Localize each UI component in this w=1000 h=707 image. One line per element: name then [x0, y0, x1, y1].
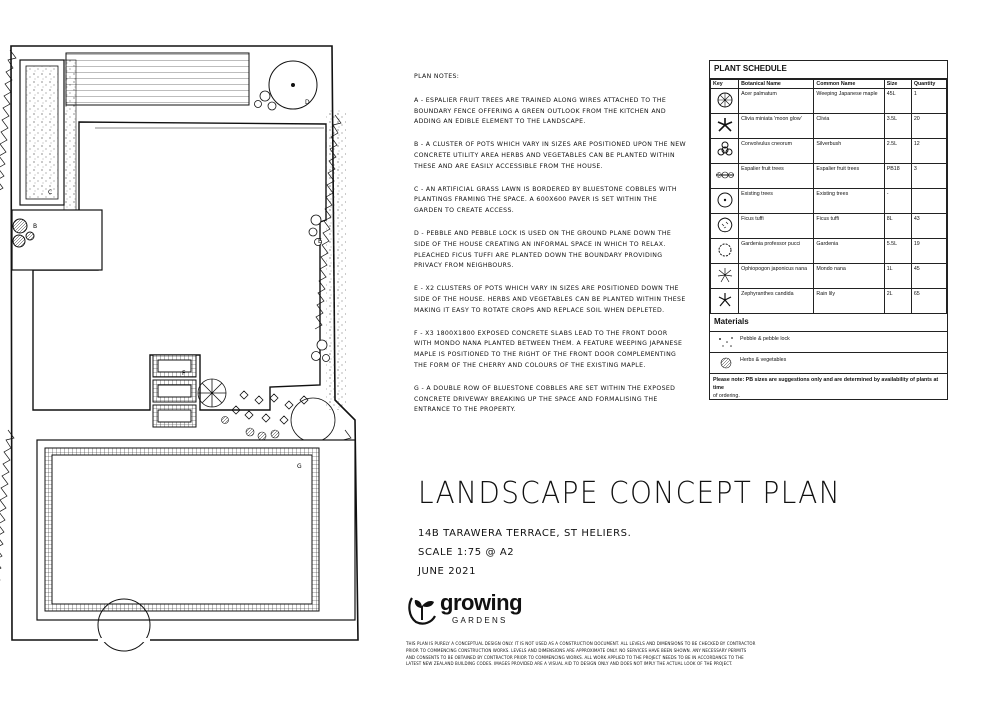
plan-labels [0, 0, 370, 707]
common-name: Rain lily [814, 289, 884, 314]
size: 2.5L [884, 139, 911, 164]
gardenia-icon [715, 241, 735, 259]
label-e: E [318, 238, 322, 245]
sprout-logo-icon [406, 590, 438, 626]
col-botanical: Botanical Name [739, 80, 814, 89]
quantity: 12 [911, 139, 946, 164]
botanical-name: Convolvulus cneorum [739, 139, 814, 164]
common-name: Existing trees [814, 189, 884, 214]
material-label: Herbs & vegetables [740, 357, 787, 363]
mondo-icon [715, 266, 735, 284]
quantity: 43 [911, 214, 946, 239]
quantity: 3 [911, 164, 946, 189]
table-row [711, 164, 947, 189]
size: - [884, 189, 911, 214]
size: 5.5L [884, 239, 911, 264]
schedule-note-line2: of ordering. [713, 393, 740, 399]
common-name: Espalier fruit trees [814, 164, 884, 189]
col-quantity: Quantity [911, 80, 946, 89]
drawing-scale: SCALE 1:75 @ A2 [418, 547, 515, 558]
plan-note-d: D - PEBBLE AND PEBBLE LOCK IS USED ON THE GROUND PLANE DOWN THE SIDE OF THE HOUSE CREATING AN INFORMAL SPACE IN WHICH TO RELAX. PLEACHED FICUS TUFFI ARE PLANTED DOWN THE BOUNDARY PROVIDING PRIVACY FROM NEIGHBOURS. [414, 229, 672, 270]
project-address: 14B TARAWERA TERRACE, ST HELIERS. [418, 528, 632, 539]
quantity: 45 [911, 264, 946, 289]
table-header-row [711, 80, 947, 89]
materials-title: Materials [710, 314, 947, 332]
label-f: F [182, 370, 186, 377]
plan-notes [414, 72, 686, 428]
brand-subname: GARDENS [452, 616, 508, 625]
plan-note-a: A - ESPALIER FRUIT TREES ARE TRAINED ALONG WIRES ATTACHED TO THE BOUNDARY FENCE OFFERING A GREEN OUTLOOK FROM THE KITCHEN AND ADDING AN EDIBLE ELEMENT TO THE LANDSCAPE. [414, 96, 667, 126]
existing-tree-icon [715, 191, 735, 209]
quantity: 20 [911, 114, 946, 139]
plan-note-e: E - X2 CLUSTERS OF POTS WHICH VARY IN SIZES ARE POSITIONED DOWN THE SIDE OF THE HOUSE. HERBS AND VEGETABLES CAN BE PLANTED WITHIN THESE MAKING IT EASY TO ROTATE CROPS AND REPLACE SOIL WHEN DEPLETED. [414, 285, 686, 314]
common-name: Clivia [814, 114, 884, 139]
material-row [710, 332, 947, 353]
size: 45L [884, 89, 911, 114]
plan-note-b: B - A CLUSTER OF POTS WHICH VARY IN SIZES ARE POSITIONED UPON THE NEW CONCRETE UTILITY AREA HERBS AND VEGETABLES CAN BE PLANTED WITHIN THESE AND ARE EASILY ACCESSIBLE FROM THE HOUSE. [414, 141, 686, 170]
pebble-swatch-icon [716, 335, 736, 349]
convolvulus-icon [715, 141, 735, 159]
material-label: Pebble & pebble lock [740, 336, 790, 342]
schedule-note-line1: Please note: PB sizes are suggestions only and are determined by availability of plants at time [713, 377, 939, 391]
plant-schedule [709, 60, 948, 400]
size: 3.5L [884, 114, 911, 139]
col-common: Common Name [814, 80, 884, 89]
size: PB18 [884, 164, 911, 189]
table-row [711, 139, 947, 164]
plant-schedule-title: PLANT SCHEDULE [710, 61, 947, 79]
size: 8L [884, 214, 911, 239]
quantity: 1 [911, 89, 946, 114]
col-size: Size [884, 80, 911, 89]
schedule-note [710, 374, 947, 402]
common-name: Gardenia [814, 239, 884, 264]
botanical-name: Clivia miniata 'moon glow' [739, 114, 814, 139]
plan-notes-heading: PLAN NOTES: [414, 73, 460, 80]
quantity [911, 189, 946, 214]
table-row [711, 264, 947, 289]
botanical-name: Gardenia professor pucci [739, 239, 814, 264]
col-key: Key [711, 80, 739, 89]
drawing-date: JUNE 2021 [418, 566, 477, 577]
table-row [711, 89, 947, 114]
botanical-name: Acer palmatum [739, 89, 814, 114]
label-c: C [48, 189, 53, 196]
common-name: Mondo nana [814, 264, 884, 289]
common-name: Silverbush [814, 139, 884, 164]
page-title: LANDSCAPE CONCEPT PLAN [418, 476, 842, 511]
table-row [711, 214, 947, 239]
table-row [711, 239, 947, 264]
label-d: D [305, 99, 310, 106]
common-name: Ficus tuffi [814, 214, 884, 239]
herbs-swatch-icon [716, 356, 736, 370]
material-row [710, 353, 947, 374]
common-name: Weeping Japanese maple [814, 89, 884, 114]
table-row [711, 289, 947, 314]
botanical-name: Ophiopogon japonicus nana [739, 264, 814, 289]
clivia-icon [715, 116, 735, 134]
plant-schedule-table [710, 79, 947, 314]
table-row [711, 189, 947, 214]
label-g: G [297, 463, 302, 470]
espalier-icon [714, 166, 736, 184]
label-b: B [33, 223, 38, 230]
plan-note-g: G - A DOUBLE ROW OF BLUESTONE COBBLES ARE SET WITHIN THE EXPOSED CONCRETE DRIVEWAY BREAKING UP THE SPACE AND FORMALISING THE ENTRANCE TO THE PROPERTY. [414, 384, 676, 414]
brand-name: growing [440, 590, 523, 615]
quantity: 65 [911, 289, 946, 314]
plan-note-f: F - X3 1800X1800 EXPOSED CONCRETE SLABS LEAD TO THE FRONT DOOR WITH MONDO NANA PLANTED BETWEEN THEM. A FEATURE WEEPING JAPANESE MAPLE IS POSITIONED TO THE RIGHT OF THE FRONT DOOR COMPLEMENTING THE FORM OF THE CHERRY AND COLOURS OF THE EXISTING MAPLE. [414, 329, 683, 369]
size: 1L [884, 264, 911, 289]
table-row [711, 114, 947, 139]
quantity: 19 [911, 239, 946, 264]
botanical-name: Zephyranthes candida [739, 289, 814, 314]
ficus-icon [715, 216, 735, 234]
disclaimer-text: THIS PLAN IS PURELY A CONCEPTUAL DESIGN ONLY. IT IS NOT USED AS A CONSTRUCTION DOCUMENT. ALL LEVELS AND DIMENSIONS TO BE CHECKED BY CONTRACTOR PRIOR TO COMMENCING CONSTRUCTION WORKS. LEVELS AND DIMENSIONS ARE APPROXIMATE ONLY. NO SERVICES HAVE BEEN SHOWN. ANY NECESSARY PERMITS AND CONSENTS TO BE OBTAINED BY CONTRACTOR PRIOR TO COMMENCING WORKS. ALL WORK APPLIED TO THE PROJECT NEEDS TO BE IN ACCORDANCE TO THE LATEST NEW ZEALAND BUILDING CODES. IMAGES PROVIDED ARE A VISUAL AID TO DESIGN ONLY AND DOES NOT IMPLY THE ACTUAL LOOK OF THE PROJECT. [406, 641, 756, 667]
botanical-name: Espalier fruit trees [739, 164, 814, 189]
acer-palmatum-icon [715, 91, 735, 109]
botanical-name: Existing trees [739, 189, 814, 214]
zephyranthes-icon [715, 291, 735, 309]
botanical-name: Ficus tuffi [739, 214, 814, 239]
size: 2L [884, 289, 911, 314]
plan-note-c: C - AN ARTIFICIAL GRASS LAWN IS BORDERED BY BLUESTONE COBBLES WITH PLANTINGS FRAMING THE SPACE. A 600X600 PAVER IS SET WITHIN THE GARDEN TO CREATE ACCESS. [414, 185, 677, 215]
